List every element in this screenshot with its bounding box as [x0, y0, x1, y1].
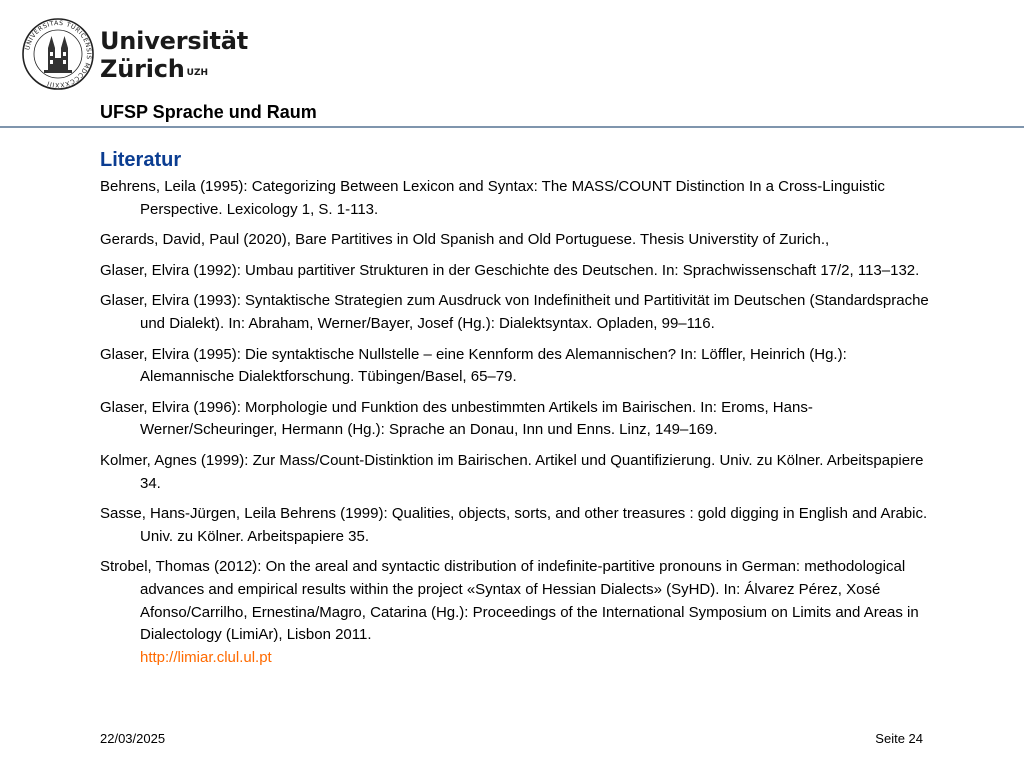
svg-text:UNIVERSITAS TURICENSIS MDCCCXX: UNIVERSITAS TURICENSIS MDCCCXXXIII	[24, 19, 93, 89]
reference-text: Glaser, Elvira (1995): Die syntaktische Nullstelle – eine Kennform des Alemannischen? In: Löffler, Heinrich (Hg.): Alemannische Dialektforschung. Tübingen/Basel, 65–79.	[100, 345, 847, 386]
reference-item	[100, 290, 930, 335]
reference-item	[100, 397, 930, 442]
reference-text: Strobel, Thomas (2012): On the areal and syntactic distribution of indefinite-partitive pronouns in German: methodological advances and empirical results within the project «Syntax of Hessian Dialects» (SyHD). In: Álvarez Pérez, Xosé Afonso/Carrilho, Ernestina/Magro, Catarina (Hg.): Proceedings of the International Symposium on Limits and Areas in Dialectology (LimiAr), Lisbon 2011.	[100, 558, 919, 644]
reference-item	[100, 556, 930, 669]
reference-text: Sasse, Hans-Jürgen, Leila Behrens (1999): Qualities, objects, sorts, and other treasures : gold digging in English and Arabic. Univ. zu Kölner. Arbeitspapiere 35.	[100, 505, 928, 545]
reference-item	[100, 229, 930, 252]
reference-list	[100, 176, 930, 677]
reference-item	[100, 176, 930, 221]
reference-item	[100, 344, 930, 389]
university-seal-icon	[22, 18, 94, 90]
slide-title: Literatur	[100, 149, 182, 171]
reference-text: Glaser, Elvira (1996): Morphologie und Funktion des unbestimmten Artikels im Bairischen. In: Eroms, Hans-Werner/Scheuringer, Hermann (Hg.): Sprache an Donau, Inn und Enns. Linz, 149–169.	[100, 398, 813, 439]
reference-text: Glaser, Elvira (1992): Umbau partitiver Strukturen in der Geschichte des Deutschen. In: Sprachwissenschaft 17/2, 113–132.	[100, 261, 920, 279]
university-abbr: UZH	[186, 68, 209, 78]
header-divider	[0, 126, 1024, 128]
reference-item	[100, 450, 930, 495]
reference-item	[100, 503, 930, 548]
university-wordmark	[100, 27, 248, 83]
university-name-line1: Universität	[100, 27, 249, 55]
reference-text: Kolmer, Agnes (1999): Zur Mass/Count-Distinktion im Bairischen. Artikel und Quantifizierung. Univ. zu Kölner. Arbeitspapiere 34.	[100, 451, 924, 492]
footer-date: 22/03/2025	[100, 731, 166, 746]
university-city: Zürich	[100, 55, 185, 83]
reference-item	[100, 260, 930, 283]
department-title: UFSP Sprache und Raum	[100, 102, 317, 122]
reference-link[interactable]: http://limiar.clul.ul.pt	[140, 648, 272, 666]
reference-text: Behrens, Leila (1995): Categorizing Between Lexicon and Syntax: The MASS/COUNT Distinction In a Cross-Linguistic Perspective. Lexicology 1, S. 1-113.	[100, 178, 885, 218]
reference-text: Gerards, David, Paul (2020), Bare Partitives in Old Spanish and Old Portuguese. Thesis Universtity of Zurich.,	[100, 231, 830, 249]
footer-page-number: Seite 24	[875, 731, 923, 746]
reference-text: Glaser, Elvira (1993): Syntaktische Strategien zum Ausdruck von Indefinitheit und Partitivität im Deutschen (Standardsprache und Dialekt). In: Abraham, Werner/Bayer, Josef (Hg.): Dialektsyntax. Opladen, 99–116.	[100, 292, 929, 332]
university-name-line2	[100, 55, 248, 83]
